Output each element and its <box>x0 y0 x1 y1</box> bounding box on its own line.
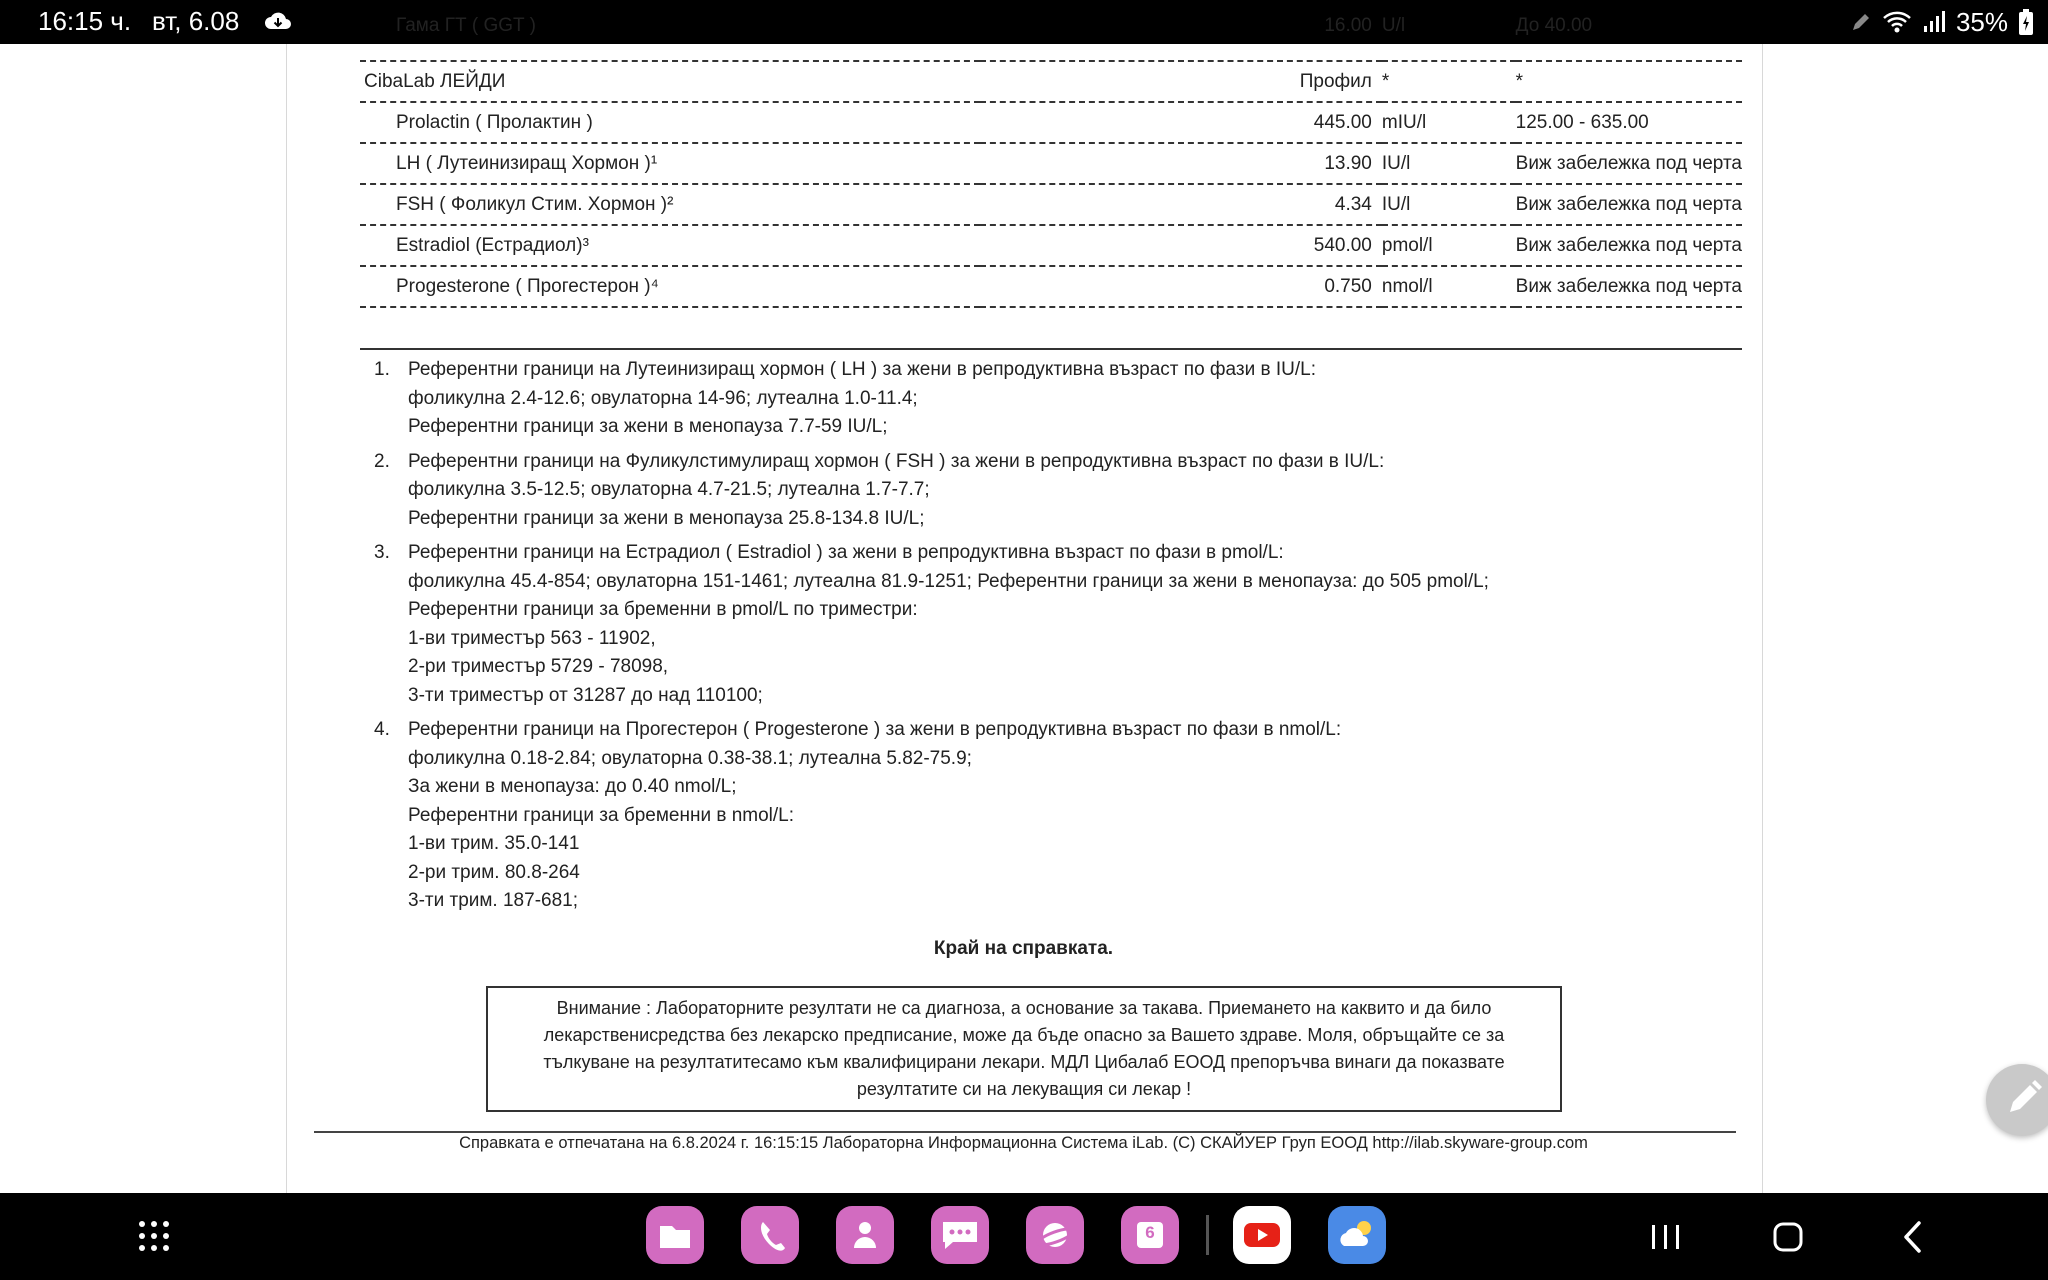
reference-note <box>374 356 1734 442</box>
result-reference: До 40.00 <box>1515 15 1593 36</box>
result-value: Профил <box>1299 70 1372 92</box>
results-table <box>360 15 1742 308</box>
result-value: 445.00 <box>1313 111 1372 133</box>
note-number: 2. <box>374 450 390 472</box>
status-time: 16:15 ч. <box>38 6 132 36</box>
reference-note <box>374 539 1734 710</box>
note-line: Референтни граници за жени в менопауза 25.8-134.8 IU/L; <box>408 507 925 529</box>
result-reference: Виж забележка под черта <box>1515 193 1742 215</box>
result-name: Progesterone ( Прогестерон )⁴ <box>396 275 659 297</box>
result-reference: Виж забележка под черта <box>1515 275 1742 297</box>
note-line: фоликулна 45.4-854; овулаторна 151-1461; лутеална 81.9-1251; Референтни граници за жени в менопауза: до 505 pmol/L; <box>408 570 1489 592</box>
result-reference: Виж забележка под черта <box>1515 152 1742 174</box>
result-reference: * <box>1515 70 1524 92</box>
result-name: Гама ГТ ( GGT ) <box>396 15 536 36</box>
result-value: 16.00 <box>1324 15 1372 36</box>
warning-text: Внимание : Лабораторните резултати не са диагноза, а основание за такава. Приемането на каквито и да било лекарственисредства без лекарско предписание, може да бъде опасно за Вашето здраве. Моля, обръщайте се за тълкуване на резултатитесамо към квалифицирани лекари. МДЛ Цибалаб ЕООД препоръчва винаги да показвате резултатите си на лекуващия си лекар ! <box>543 998 1505 1099</box>
home-icon[interactable] <box>1768 1217 1808 1257</box>
planet-icon <box>1026 1206 1084 1264</box>
result-unit: pmol/l <box>1381 234 1433 256</box>
result-value: 540.00 <box>1313 234 1372 256</box>
note-line: фоликулна 0.18-2.84; овулаторна 0.38-38.1; лутеална 5.82-75.9; <box>408 747 972 769</box>
note-line: Референтни граници за бременни в nmol/L: <box>408 804 795 826</box>
files-app-icon[interactable] <box>646 1206 704 1264</box>
result-row <box>360 102 1742 143</box>
note-line: Референтни граници за бременни в pmol/L по триместри: <box>408 599 918 620</box>
result-unit: IU/l <box>1381 152 1411 174</box>
footer-divider <box>314 1131 1736 1133</box>
internet-app-icon[interactable] <box>1026 1206 1084 1264</box>
result-unit: mIU/l <box>1381 111 1427 133</box>
note-line: За жени в менопауза: до 0.40 nmol/L; <box>408 776 737 797</box>
warning-box <box>486 986 1562 1112</box>
messages-app-icon[interactable] <box>931 1206 989 1264</box>
note-line: Референтни граници на Лутеинизиращ хормон ( LH ) за жени в репродуктивна възраст по фази в IU/L: <box>408 359 1317 380</box>
section-divider <box>360 348 1742 350</box>
note-line: 2-ри триместър 5729 - 78098, <box>408 656 669 677</box>
dock-divider <box>1206 1215 1209 1255</box>
result-name: LH ( Лутеинизиращ Хормон )¹ <box>396 152 658 174</box>
note-line: 3-ти трим. 187-681; <box>408 890 578 911</box>
result-row <box>360 143 1742 184</box>
result-row <box>360 266 1742 307</box>
weather-icon <box>1328 1206 1386 1264</box>
note-line: фоликулна 2.4-12.6; овулаторна 14-96; лутеална 1.0-11.4; <box>408 387 918 409</box>
result-reference: Виж забележка под черта <box>1515 234 1742 256</box>
end-of-report-title: Край на справката. <box>933 938 1114 959</box>
print-footer: Справката е отпечатана на 6.8.2024 г. 16:15:15 Лабораторна Информационна Система iLab. (C) СКАЙУЕР Груп ЕООД http://ilab.skyware-group.com <box>459 1134 1588 1152</box>
reference-note <box>374 716 1734 916</box>
result-unit: IU/l <box>1381 193 1411 215</box>
youtube-app-icon[interactable] <box>1233 1206 1291 1264</box>
result-unit: U/l <box>1381 15 1406 36</box>
result-value: 4.34 <box>1334 193 1372 215</box>
battery-percent: 35% <box>1955 6 2008 37</box>
note-line: 1-ви триместър 563 - 11902, <box>408 627 656 649</box>
result-name: CibaLab ЛЕЙДИ <box>364 70 506 92</box>
note-line: 2-ри трим. 80.8-264 <box>408 861 580 883</box>
result-unit: * <box>1381 70 1390 92</box>
note-line: Референтни граници на Естрадиол ( Estradiol ) за жени в репродуктивна възраст по фази в pmol/L: <box>408 542 1284 563</box>
note-line: Референтни граници на Прогестерон ( Progesterone ) за жени в репродуктивна възраст по фази в nmol/L: <box>408 719 1342 740</box>
contacts-app-icon[interactable] <box>836 1206 894 1264</box>
battery-charging-icon <box>2018 8 2034 36</box>
phone-icon <box>741 1206 799 1264</box>
note-line: Референтни граници за жени в менопауза 7.7-59 IU/L; <box>408 416 888 437</box>
result-row <box>360 184 1742 225</box>
result-reference: 125.00 - 635.00 <box>1515 111 1649 133</box>
note-line: Референтни граници на Фуликулстимулиращ хормон ( FSH ) за жени в репродуктивна възраст по фази в IU/L: <box>408 450 1385 472</box>
result-row <box>360 225 1742 266</box>
note-number: 3. <box>374 542 390 563</box>
navigation-bar <box>0 1193 2048 1280</box>
cloud-sync-icon <box>264 10 292 32</box>
folder-icon <box>646 1206 704 1264</box>
result-row <box>360 24 1742 61</box>
status-date: вт, 6.08 <box>152 6 240 36</box>
note-line: 1-ви трим. 35.0-141 <box>408 833 580 854</box>
weather-app-icon[interactable] <box>1328 1206 1386 1264</box>
result-name: FSH ( Фоликул Стим. Хормон )² <box>396 193 674 215</box>
youtube-icon <box>1233 1206 1291 1264</box>
note-line: 3-ти триместър от 31287 до над 110100; <box>408 684 763 706</box>
chat-icon <box>931 1206 989 1264</box>
pencil-icon <box>1986 1064 2048 1136</box>
status-icons <box>1850 4 2034 40</box>
result-group-row <box>360 61 1742 102</box>
note-number: 1. <box>374 359 390 380</box>
result-value: 13.90 <box>1324 152 1372 174</box>
result-value: 0.750 <box>1324 275 1372 297</box>
edit-fab[interactable] <box>1986 1064 2048 1136</box>
pen-icon <box>1850 11 1872 33</box>
note-line: фоликулна 3.5-12.5; овулаторна 4.7-21.5; лутеална 1.7-7.7; <box>408 479 930 500</box>
calendar-day-label: 6 <box>1145 1223 1155 1242</box>
reference-note <box>374 448 1734 534</box>
recent-apps-icon[interactable] <box>1646 1217 1686 1257</box>
result-name: Estradiol (Естрадиол)³ <box>396 234 589 256</box>
apps-grid-icon[interactable] <box>138 1220 170 1252</box>
note-number: 4. <box>374 719 390 740</box>
signal-icon <box>1922 10 1946 34</box>
calendar-app-icon[interactable] <box>1121 1206 1179 1264</box>
person-icon <box>836 1206 894 1264</box>
wifi-icon <box>1882 9 1912 35</box>
phone-app-icon[interactable] <box>741 1206 799 1264</box>
result-name: Prolactin ( Пролактин ) <box>396 111 593 133</box>
back-icon[interactable] <box>1894 1217 1934 1257</box>
result-unit: nmol/l <box>1381 275 1433 297</box>
reference-notes <box>374 356 1734 922</box>
